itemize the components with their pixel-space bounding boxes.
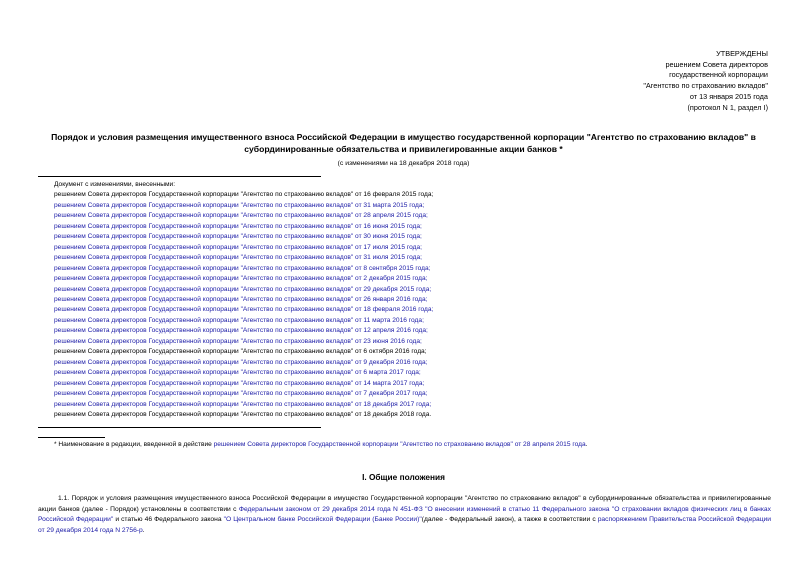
approval-line: УТВЕРЖДЕНЫ [716,49,768,58]
footnote-prefix: * Наименование в редакции, введенной в действие [54,441,214,448]
section-title: I. Общие положения [362,472,445,482]
federal-law-451-link[interactable]: Федеральным законом от 29 декабря 2014 года N 451-ФЗ "О внесении изменений в статью 11 Федерального закона "О страховании вкладов физических лиц в банках Российской Федерации" [38,505,771,524]
para-text: (далее - Федеральный закон), а также в соответствии с [421,516,598,524]
change-item[interactable]: решением Совета директоров Государственной корпорации "Агентство по страхованию вкладов" от 2 декабря 2015 года; [54,275,428,283]
approval-line: (протокол N 1, раздел I) [687,102,768,112]
change-item[interactable]: решением Совета директоров Государственной корпорации "Агентство по страхованию вкладов" от 16 июня 2015 года; [54,222,422,230]
change-item[interactable]: решением Совета директоров Государственной корпорации "Агентство по страхованию вкладов" от 6 марта 2017 года; [54,369,421,377]
change-item[interactable]: решением Совета директоров Государственной корпорации "Агентство по страхованию вкладов" от 8 сентября 2015 года; [54,264,431,272]
change-item[interactable]: решением Совета директоров Государственной корпорации "Агентство по страхованию вкладов" от 18 февраля 2016 года; [54,306,434,314]
change-item[interactable]: решением Совета директоров Государственной корпорации "Агентство по страхованию вкладов" от 30 июня 2015 года; [54,233,422,241]
change-item[interactable]: решением Совета директоров Государственной корпорации "Агентство по страхованию вкладов" от 11 марта 2016 года; [54,316,424,324]
para-text: 1.1. Порядок и условия размещения имущественного взноса Российской Федерации в имущество Государственной корпорации "Агентство по страхованию вкладов" в субординированные обязательства и привилегированные акции банков (далее - Порядок) установлены в соответствии с [38,495,771,513]
change-item[interactable]: решением Совета директоров Государственной корпорации "Агентство по страхованию вкладов" от 31 июля 2015 года; [54,254,422,262]
para-text: . [142,526,145,534]
approval-line: решением Совета директоров [665,59,768,69]
change-item[interactable]: решением Совета директоров Государственной корпорации "Агентство по страхованию вкладов" от 7 декабря 2017 года; [54,390,428,398]
top-divider [38,176,321,177]
document-title: Порядок и условия размещения имущественного взноса Российской Федерации в имущество государственной корпорации "Агентство по страхованию вкладов" в субординированные обязательства и привилегированные акции банков * [51,132,756,154]
change-item[interactable]: решением Совета директоров Государственной корпорации "Агентство по страхованию вкладов" от 17 июля 2015 года; [54,243,422,251]
changes-list [54,180,433,420]
change-item[interactable]: решением Совета директоров Государственной корпорации "Агентство по страхованию вкладов" от 28 апреля 2015 года; [54,212,428,220]
footnote [54,441,587,448]
change-item[interactable]: решением Совета директоров Государственной корпорации "Агентство по страхованию вкладов" от 12 апреля 2016 года; [54,327,428,335]
central-bank-law-link[interactable]: "О Центральном банке Российской Федерации (Банке России)" [223,516,422,524]
change-item[interactable]: решением Совета директоров Государственной корпорации "Агентство по страхованию вкладов" от 14 марта 2017 года; [54,379,425,387]
changes-header: Документ с изменениями, внесенными: [54,181,176,188]
approval-block [568,49,768,113]
change-item[interactable]: решением Совета директоров Государственной корпорации "Агентство по страхованию вкладов" от 26 января 2016 года; [54,295,428,303]
approval-line: от 13 января 2015 года [689,91,768,101]
footnote-link[interactable]: решением Совета директоров Государственной корпорации "Агентство по страхованию вкладов" от 28 апреля 2015 года [213,441,586,448]
change-item[interactable]: решением Совета директоров Государственной корпорации "Агентство по страхованию вкладов" от 23 июня 2016 года; [54,337,422,345]
change-item: решением Совета директоров Государственной корпорации "Агентство по страхованию вкладов" от 18 декабря 2018 года. [54,410,432,418]
change-item[interactable]: решением Совета директоров Государственной корпорации "Агентство по страхованию вкладов" от 9 декабря 2016 года; [54,358,428,366]
changes-bottom-divider [38,427,321,428]
approval-line: "Агентство по страхованию вкладов" [643,81,768,91]
change-item[interactable]: решением Совета директоров Государственной корпорации "Агентство по страхованию вкладов" от 29 декабря 2015 года; [54,285,432,293]
paragraph-1-1 [38,494,771,536]
para-text: и статью 46 Федерального закона [113,516,224,524]
footnote-divider [38,437,105,438]
change-item[interactable]: решением Совета директоров Государственной корпорации "Агентство по страхованию вкладов" от 31 марта 2015 года; [54,201,425,209]
government-order-link[interactable]: распоряжением Правительства Российской Федерации от 29 декабря 2014 года N 2756-р [38,516,772,534]
change-items [54,190,433,420]
change-item[interactable]: решением Совета директоров Государственной корпорации "Агентство по страхованию вкладов" от 18 декабря 2017 года; [54,400,432,408]
approval-line: государственной корпорации [669,70,768,80]
amendment-note: (с изменениями на 18 декабря 2018 года) [337,160,470,167]
footnote-suffix: . [585,441,588,448]
change-item: решением Совета директоров Государственной корпорации "Агентство по страхованию вкладов" от 16 февраля 2015 года; [54,191,434,199]
change-item: решением Совета директоров Государственной корпорации "Агентство по страхованию вкладов" от 6 октября 2016 года; [54,348,427,356]
